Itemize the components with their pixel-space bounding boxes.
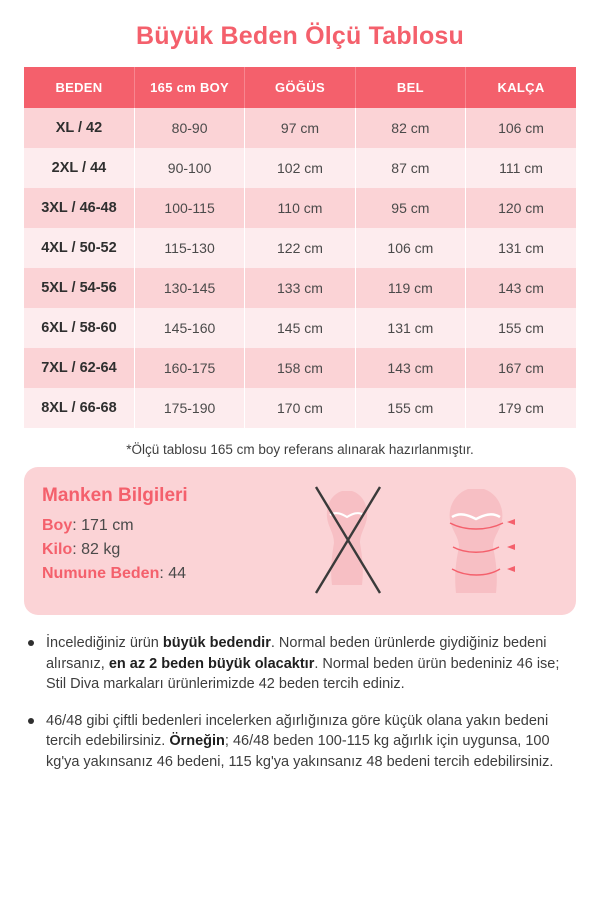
body-figures-illustration xyxy=(300,481,550,601)
cell-size: 4XL / 50-52 xyxy=(24,228,134,268)
cell-gogus: 97 cm xyxy=(245,108,355,148)
table-row xyxy=(24,308,576,348)
model-info-label: Boy xyxy=(42,517,73,534)
cell-gogus: 170 cm xyxy=(245,388,355,428)
bullet-text-part: İncelediğiniz ürün xyxy=(46,635,163,651)
table-row xyxy=(24,148,576,188)
cell-boy: 90-100 xyxy=(134,148,244,188)
cell-bel: 82 cm xyxy=(355,108,465,148)
model-info-value: : 44 xyxy=(159,565,187,582)
column-header-gogus: GÖĞÜS xyxy=(245,67,355,108)
table-row xyxy=(24,268,576,308)
cell-kalca: 106 cm xyxy=(466,108,576,148)
column-header-kalca: KALÇA xyxy=(466,67,576,108)
model-info-label: Kilo xyxy=(42,541,73,558)
column-header-beden: BEDEN xyxy=(24,67,134,108)
bullet-text-part: ; 46/48 beden 100-115 kg ağırlık için uygunsa, 100 kg'ya yakınsanız 46 bedeni, 115 kg'ya yakınsanız 48 bedeni tercih edebilirsiniz. xyxy=(46,733,554,770)
cell-kalca: 167 cm xyxy=(466,348,576,388)
cell-size: 7XL / 62-64 xyxy=(24,348,134,388)
cell-gogus: 133 cm xyxy=(245,268,355,308)
cell-kalca: 143 cm xyxy=(466,268,576,308)
cell-boy: 175-190 xyxy=(134,388,244,428)
list-item xyxy=(24,711,576,773)
cell-gogus: 145 cm xyxy=(245,308,355,348)
cell-size: 5XL / 54-56 xyxy=(24,268,134,308)
cell-bel: 106 cm xyxy=(355,228,465,268)
cell-gogus: 122 cm xyxy=(245,228,355,268)
page-title: Büyük Beden Ölçü Tablosu xyxy=(136,22,464,50)
cell-bel: 155 cm xyxy=(355,388,465,428)
table-row xyxy=(24,188,576,228)
model-info-heading: Manken Bilgileri xyxy=(42,485,188,506)
model-info-value: : 82 kg xyxy=(72,541,121,558)
bullet-text-part: en az 2 beden büyük olacaktır xyxy=(108,655,315,672)
cell-bel: 143 cm xyxy=(355,348,465,388)
cell-kalca: 155 cm xyxy=(466,308,576,348)
cell-size: XL / 42 xyxy=(24,108,134,148)
model-info-card xyxy=(24,467,576,615)
cell-boy: 80-90 xyxy=(134,108,244,148)
bullet-text-part: Örneğin xyxy=(169,733,225,750)
bullet-text-part: 46/48 gibi çiftli bedenleri incelerken ağırlığınıza göre küçük olana yakın bedeni tercih edebilirsiniz. xyxy=(46,712,549,750)
cell-bel: 131 cm xyxy=(355,308,465,348)
cell-boy: 115-130 xyxy=(134,228,244,268)
cell-size: 2XL / 44 xyxy=(24,148,134,188)
cell-size: 3XL / 46-48 xyxy=(24,188,134,228)
crossed-out-body-figure-icon xyxy=(316,487,380,593)
size-chart-table xyxy=(24,67,576,428)
size-guide-page xyxy=(0,22,600,922)
cell-boy: 130-145 xyxy=(134,268,244,308)
cell-boy: 145-160 xyxy=(134,308,244,348)
cell-kalca: 111 cm xyxy=(466,148,576,188)
column-header-bel: BEL xyxy=(355,67,465,108)
column-header-boy: 165 cm BOY xyxy=(134,67,244,108)
table-footnote: *Ölçü tablosu 165 cm boy referans alınarak hazırlanmıştır. xyxy=(126,442,474,457)
cell-kalca: 131 cm xyxy=(466,228,576,268)
cell-gogus: 102 cm xyxy=(245,148,355,188)
cell-bel: 87 cm xyxy=(355,148,465,188)
model-info-label: Numune Beden xyxy=(42,565,160,582)
table-row xyxy=(24,388,576,428)
table-row xyxy=(24,228,576,268)
cell-kalca: 120 cm xyxy=(466,188,576,228)
bullet-text-part: büyük bedendir xyxy=(162,635,271,651)
cell-size: 8XL / 66-68 xyxy=(24,388,134,428)
cell-gogus: 158 cm xyxy=(245,348,355,388)
model-info-value: : 171 cm xyxy=(72,517,134,534)
bullet-text-part: . Normal beden ürünlerde giydiğiniz bedeni alırsanız, xyxy=(46,635,547,672)
table-header-row xyxy=(24,67,576,108)
bullet-text-part: . Normal beden ürün bedeniniz 46 ise; Stil Diva markaları ürünlerimizde 42 beden tercih ediniz. xyxy=(46,655,560,693)
cell-gogus: 110 cm xyxy=(245,188,355,228)
cell-boy: 160-175 xyxy=(134,348,244,388)
cell-bel: 95 cm xyxy=(355,188,465,228)
cell-bel: 119 cm xyxy=(355,268,465,308)
cell-size: 6XL / 58-60 xyxy=(24,308,134,348)
measured-body-figure-icon xyxy=(450,489,515,593)
table-row xyxy=(24,348,576,388)
cell-boy: 100-115 xyxy=(134,188,244,228)
list-item xyxy=(24,633,576,695)
notes-list xyxy=(24,633,576,772)
cell-kalca: 179 cm xyxy=(466,388,576,428)
table-row xyxy=(24,108,576,148)
